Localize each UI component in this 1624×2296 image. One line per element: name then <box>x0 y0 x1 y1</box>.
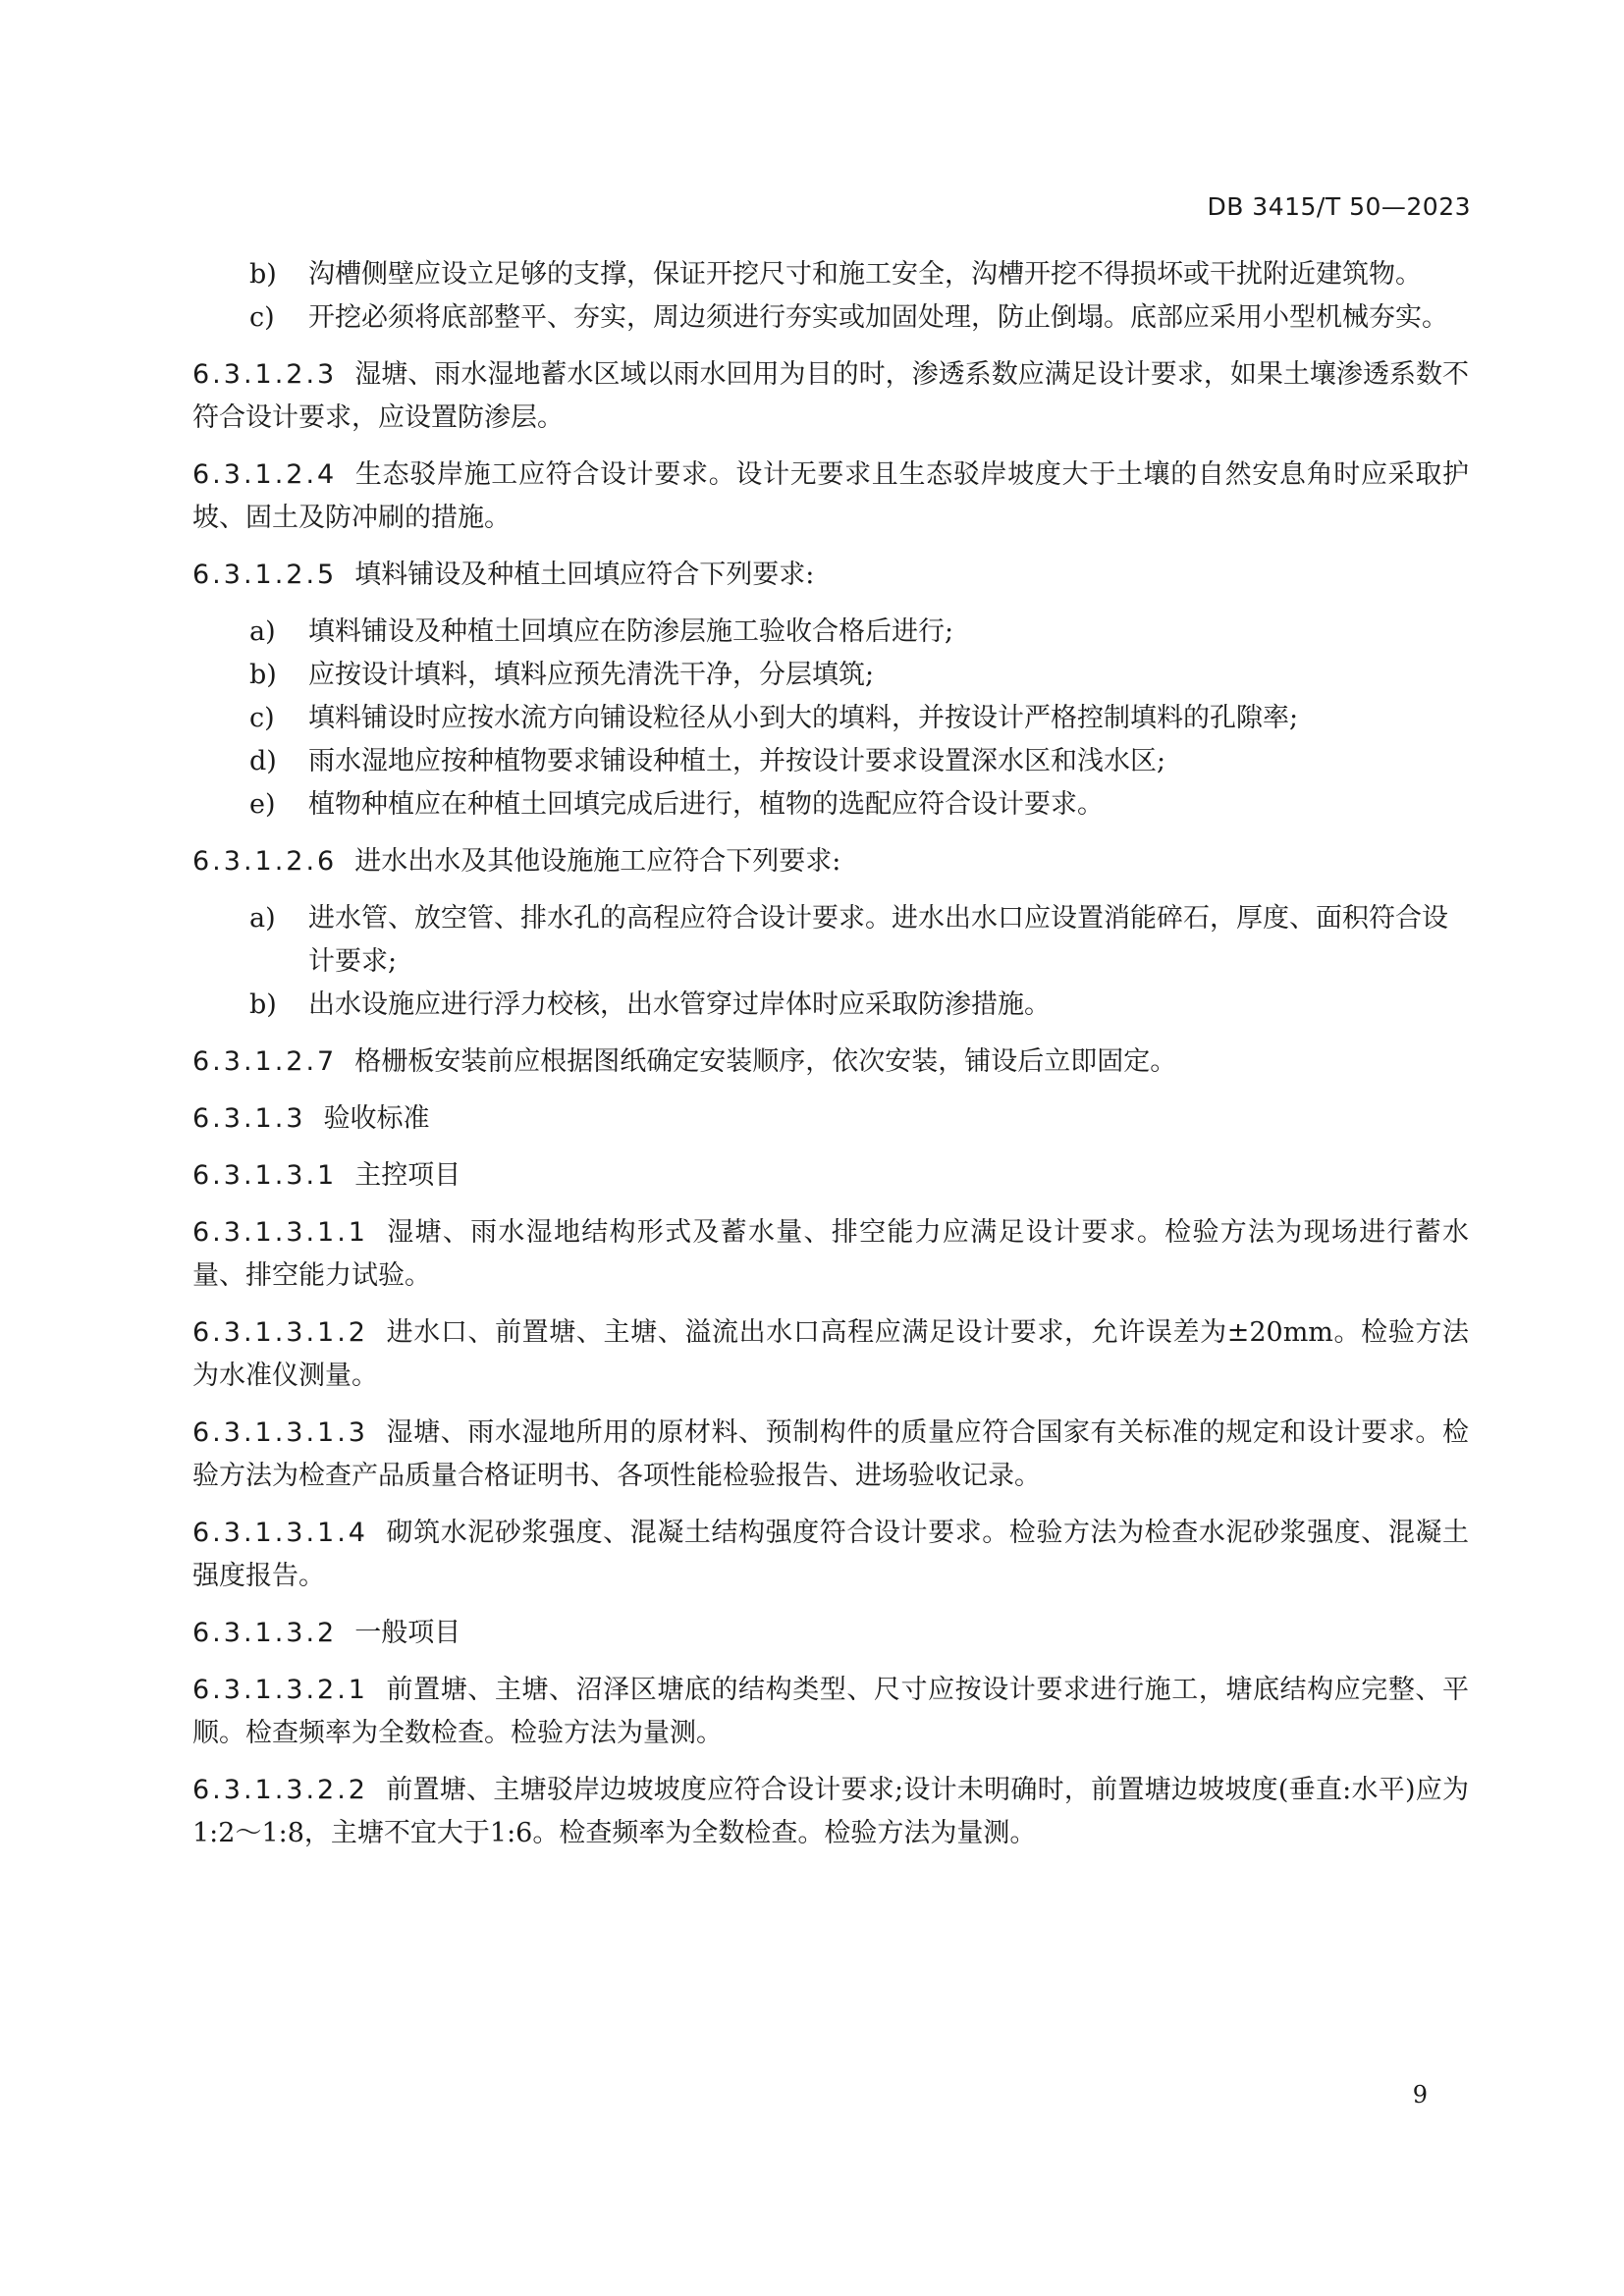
list-item <box>249 783 1469 827</box>
list-item <box>249 296 1469 340</box>
list-marker: c) <box>249 302 275 333</box>
clause-text: 进水出水及其他设施施工应符合下列要求: <box>354 846 841 877</box>
clause-paragraph <box>192 353 1469 440</box>
list-marker: b) <box>249 660 277 690</box>
heading-number: 6.3.1.3 <box>192 1103 306 1134</box>
list-item <box>249 253 1469 296</box>
clause-number: 6.3.1.3.2.2 <box>192 1775 368 1805</box>
document-body <box>192 253 1469 1863</box>
document-code: DB 3415/T 50—2023 <box>1207 192 1471 221</box>
clause-text: 湿塘、雨水湿地蓄水区域以雨水回用为目的时，渗透系数应满足设计要求，如果土壤渗透系数不符合设计要求，应设置防渗层。 <box>192 359 1469 433</box>
clause-number: 6.3.1.2.4 <box>192 459 338 490</box>
clause-text: 前置塘、主塘驳岸边坡坡度应符合设计要求;设计未明确时，前置塘边坡坡度(垂直:水平)应为1:2～1:8，主塘不宜大于1:6。检查频率为全数检查。检验方法为量测。 <box>192 1775 1469 1848</box>
clause-text: 砌筑水泥砂浆强度、混凝土结构强度符合设计要求。检验方法为检查水泥砂浆强度、混凝土强度报告。 <box>192 1518 1469 1591</box>
clause-paragraph <box>192 840 1469 883</box>
clause-number: 6.3.1.3.1.4 <box>192 1518 368 1548</box>
clause-number: 6.3.1.2.3 <box>192 359 338 390</box>
heading-number: 6.3.1.3.1 <box>192 1160 338 1191</box>
clause-number: 6.3.1.2.7 <box>192 1046 338 1077</box>
list-text: 植物种植应在种植土回填完成后进行，植物的选配应符合设计要求。 <box>308 789 1104 820</box>
list-marker: b) <box>249 989 277 1020</box>
list-item <box>249 897 1469 984</box>
clause-paragraph <box>192 1211 1469 1298</box>
list-marker: b) <box>249 259 277 290</box>
list-text: 填料铺设及种植土回填应在防渗层施工验收合格后进行; <box>308 616 954 647</box>
clause-number: 6.3.1.3.1.2 <box>192 1317 368 1348</box>
list-block <box>192 897 1469 1027</box>
heading-number: 6.3.1.3.2 <box>192 1618 338 1648</box>
list-text: 应按设计填料，填料应预先清洗干净，分层填筑; <box>308 660 875 690</box>
clause-number: 6.3.1.2.5 <box>192 560 338 590</box>
clause-paragraph <box>192 1512 1469 1598</box>
list-block <box>192 611 1469 827</box>
section-heading <box>192 1097 1469 1141</box>
list-item <box>249 697 1469 740</box>
clause-paragraph <box>192 454 1469 540</box>
list-item <box>249 654 1469 697</box>
clause-paragraph <box>192 1412 1469 1498</box>
page-number: 9 <box>1412 2081 1428 2109</box>
list-marker: a) <box>249 616 276 647</box>
clause-text: 湿塘、雨水湿地所用的原材料、预制构件的质量应符合国家有关标准的规定和设计要求。检验方法为检查产品质量合格证明书、各项性能检验报告、进场验收记录。 <box>192 1417 1469 1491</box>
clause-text: 前置塘、主塘、沼泽区塘底的结构类型、尺寸应按设计要求进行施工，塘底结构应完整、平顺。检查频率为全数检查。检验方法为量测。 <box>192 1675 1469 1748</box>
clause-number: 6.3.1.2.6 <box>192 846 338 877</box>
heading-title: 验收标准 <box>323 1103 430 1134</box>
list-text: 沟槽侧壁应设立足够的支撑，保证开挖尺寸和施工安全，沟槽开挖不得损坏或干扰附近建筑物。 <box>308 259 1422 290</box>
list-text: 进水管、放空管、排水孔的高程应符合设计要求。进水出水口应设置消能碎石，厚度、面积符合设计要求; <box>308 903 1448 977</box>
clause-text: 湿塘、雨水湿地结构形式及蓄水量、排空能力应满足设计要求。检验方法为现场进行蓄水量、排空能力试验。 <box>192 1217 1469 1291</box>
list-marker: e) <box>249 789 276 820</box>
clause-paragraph <box>192 1769 1469 1855</box>
clause-number: 6.3.1.3.1.1 <box>192 1217 368 1248</box>
clause-paragraph <box>192 554 1469 597</box>
clause-paragraph <box>192 1669 1469 1755</box>
clause-text: 填料铺设及种植土回填应符合下列要求: <box>354 560 815 590</box>
list-marker: c) <box>249 703 275 733</box>
heading-title: 一般项目 <box>354 1618 461 1648</box>
list-item <box>249 740 1469 783</box>
list-text: 开挖必须将底部整平、夯实，周边须进行夯实或加固处理，防止倒塌。底部应采用小型机械夯实。 <box>308 302 1448 333</box>
clause-text: 格栅板安装前应根据图纸确定安装顺序，依次安装，铺设后立即固定。 <box>354 1046 1177 1077</box>
list-item <box>249 611 1469 654</box>
clause-text: 生态驳岸施工应符合设计要求。设计无要求且生态驳岸坡度大于土壤的自然安息角时应采取护坡、固土及防冲刷的措施。 <box>192 459 1469 533</box>
clause-paragraph <box>192 1041 1469 1084</box>
section-heading <box>192 1154 1469 1198</box>
list-marker: a) <box>249 903 276 934</box>
clause-number: 6.3.1.3.2.1 <box>192 1675 368 1705</box>
list-text: 出水设施应进行浮力校核，出水管穿过岸体时应采取防渗措施。 <box>308 989 1051 1020</box>
section-heading <box>192 1612 1469 1655</box>
clause-paragraph <box>192 1311 1469 1398</box>
heading-title: 主控项目 <box>354 1160 461 1191</box>
list-text: 填料铺设时应按水流方向铺设粒径从小到大的填料，并按设计严格控制填料的孔隙率; <box>308 703 1299 733</box>
list-text: 雨水湿地应按种植物要求铺设种植土，并按设计要求设置深水区和浅水区; <box>308 746 1166 776</box>
clause-number: 6.3.1.3.1.3 <box>192 1417 368 1448</box>
list-marker: d) <box>249 746 277 776</box>
list-item <box>249 984 1469 1027</box>
clause-text: 进水口、前置塘、主塘、溢流出水口高程应满足设计要求，允许误差为±20mm。检验方法为水准仪测量。 <box>192 1317 1469 1391</box>
list-block <box>192 253 1469 340</box>
